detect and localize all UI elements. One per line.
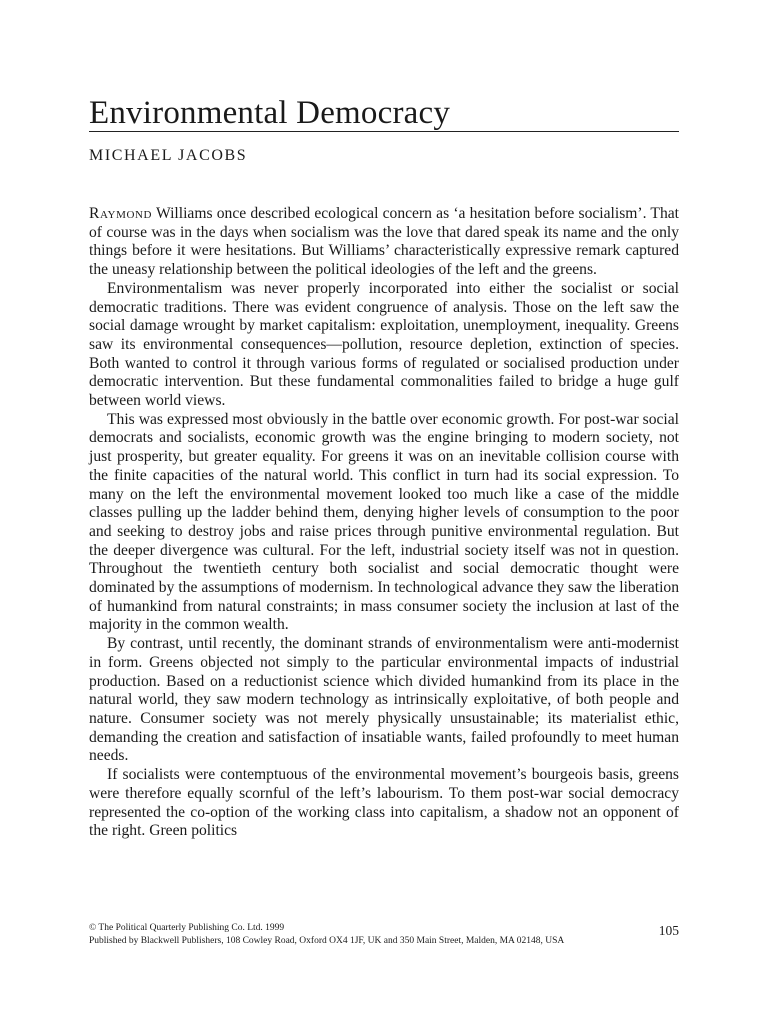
article-body (89, 205, 679, 841)
publisher-notice: Published by Blackwell Publishers, 108 Cowley Road, Oxford OX4 1JF, UK and 350 Main Street, Malden, MA 02148, USA (89, 936, 565, 946)
title-rule (89, 131, 679, 132)
page-footer (89, 922, 679, 948)
paragraph-1-text: Williams once described ecological concern as ‘a hesitation before socialism’. That of course was in the days when socialism was the love that dared speak its name and the only things before it were hesitations. But Williams’ characteristically expressive remark captured the uneasy relationship between the political ideologies of the left and the greens. (89, 205, 679, 279)
copyright-notice: © The Political Quarterly Publishing Co. Ltd. 1999 (89, 923, 285, 933)
paragraph-1-lead-word: Raymond (89, 205, 153, 222)
paragraph-4: By contrast, until recently, the dominant strands of environmentalism were anti-modernist in form. Greens objected not simply to the particular environmental impacts of industrial production. Based on a reductionist science which divided humankind from its place in the natural world, they saw modern technology as intrinsically exploitative, of both people and nature. Consumer society was not merely physically unsustainable; its materialist ethic, demanding the creation and satisfaction of insatiable wants, failed profoundly to meet human needs. (89, 635, 679, 765)
article-author: MICHAEL JACOBS (89, 147, 248, 164)
paragraph-5: If socialists were contemptuous of the environmental movement’s bourgeois basis, greens were therefore equally scornful of the left’s labourism. To them post-war social democracy represented the co-option of the working class into capitalism, a shadow not an opponent of the right. Green politics (89, 766, 679, 840)
article-title: Environmental Democracy (89, 95, 451, 131)
page-number: 105 (658, 923, 679, 938)
journal-page (89, 0, 679, 1024)
paragraph-3: This was expressed most obviously in the battle over economic growth. For post-war social democrats and socialists, economic growth was the engine bringing to modern society, not just prosperity, but greater equality. For greens it was on an inevitable collision course with the finite capacities of the natural world. This conflict in turn had its social expression. To many on the left the environmental movement looked too much like a case of the middle classes pulling up the ladder behind them, denying higher levels of consumption to the poor and seeking to destroy jobs and raise prices through punitive environmental regulation. But the deeper divergence was cultural. For the left, industrial society itself was not in question. Throughout the twentieth century both socialist and social democratic thought were dominated by the assumptions of modernism. In technological advance they saw the liberation of humankind from natural constraints; in mass consumer society the inclusion at last of the majority in the common wealth. (89, 410, 679, 634)
paragraph-1 (89, 205, 679, 280)
paragraph-2: Environmentalism was never properly incorporated into either the socialist or social democratic traditions. There was evident congruence of analysis. Those on the left saw the social damage wrought by market capitalism: exploitation, unemployment, inequality. Greens saw its environmental consequences—pollution, resource depletion, extinction of species. Both wanted to control it through various forms of regulated or socialised production under democratic intervention. But these fundamental commonalities failed to bridge a huge gulf between world views. (89, 279, 679, 410)
